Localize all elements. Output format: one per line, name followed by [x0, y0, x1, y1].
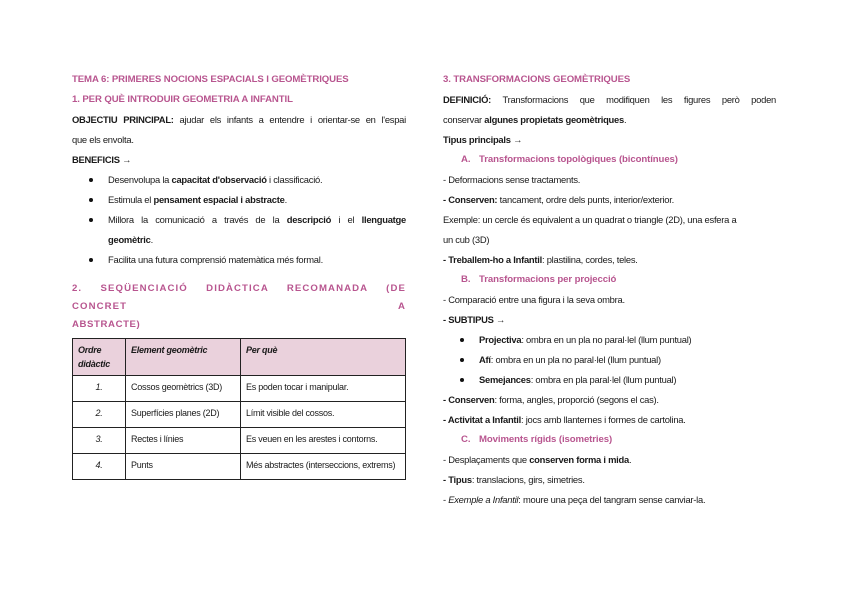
table-row [73, 428, 406, 454]
subtype-item: Afí: ombra en un pla no paral·lel (llum puntual) [443, 350, 776, 370]
table-cell: Cossos geomètrics (3D) [126, 376, 241, 402]
table-row [73, 376, 406, 402]
right-column [443, 70, 776, 510]
table-cell: 4. [73, 454, 126, 480]
table-row [73, 454, 406, 480]
benefit-item: Desenvolupa la capacitat d'observació i classificació. [72, 170, 406, 190]
text-line: - Treballem-ho a Infantil: plastilina, cordes, teles. [443, 254, 638, 265]
text-line: - Conserven: forma, angles, proporció (segons el cas). [443, 394, 659, 405]
table-cell: Rectes i línies [126, 428, 241, 454]
subsection-c-heading: C. Moviments rígids (isometries) [461, 434, 613, 445]
definition-label: DEFINICIÓ: [443, 94, 492, 105]
text-line: - Comparació entre una figura i la seva ombra. [443, 294, 625, 305]
benefit-item: Millora la comunicació a través de la descripció i el llenguatge [72, 210, 406, 230]
subsection-a-heading: A. Transformacions topològiques (bicontínues) [461, 154, 678, 165]
subtype-item: Semejances: ombra en pla paral·lel (llum puntual) [443, 370, 776, 390]
left-column [72, 70, 406, 480]
table-cell: Es veuen en les arestes i contorns. [241, 428, 406, 454]
subsection-b-heading: B. Transformacions per projecció [461, 274, 617, 285]
table-cell: Límit visible del cossos. [241, 402, 406, 428]
table-cell: 1. [73, 376, 126, 402]
objective-text: ajudar els infants a entendre i orientar-se en l'espai [179, 114, 406, 125]
text-line: un cub (3D) [443, 234, 490, 245]
benefits-label: BENEFICIS → [72, 154, 132, 165]
document-title: TEMA 6: PRIMERES NOCIONS ESPACIALS I GEOMÈTRIQUES [72, 74, 349, 85]
table-cell: 2. [73, 402, 126, 428]
text-line: - Conserven: tancament, ordre dels punts, interior/exterior. [443, 194, 674, 205]
section-3-heading: 3. TRANSFORMACIONS GEOMÈTRIQUES [443, 74, 631, 85]
section-2-heading: 2. SEQÜENCIACIÓ DIDÀCTICA RECOMANADA (DE CONCRET A [72, 283, 406, 312]
subtypes-label: - SUBTIPUS → [443, 314, 506, 325]
table-row [73, 402, 406, 428]
column-header: Element geomètric [126, 339, 241, 376]
text-line: - Activitat a Infantil: jocs amb llanternes i formes de cartolina. [443, 414, 686, 425]
text-line: - Tipus: translacions, girs, simetries. [443, 474, 585, 485]
benefit-item: Estimula el pensament espacial i abstracte. [72, 190, 406, 210]
table-cell: 3. [73, 428, 126, 454]
text-line: - Desplaçaments que conserven forma i mida. [443, 454, 632, 465]
objective-label: OBJECTIU PRINCIPAL: [72, 114, 174, 125]
subtype-item: Projectiva: ombra en un pla no paral·lel (llum puntual) [443, 330, 776, 350]
text-line: - Exemple a Infantil: moure una peça del tangram sense canviar-la. [443, 494, 706, 505]
column-header: Per què [241, 339, 406, 376]
table-cell: Es poden tocar i manipular. [241, 376, 406, 402]
section-1-heading: 1. PER QUÈ INTRODUIR GEOMETRIA A INFANTIL [72, 94, 293, 105]
objective-line-2: que els envolta. [72, 134, 134, 145]
benefit-item: Facilita una futura comprensió matemàtica més formal. [72, 250, 406, 270]
types-label: Tipus principals → [443, 134, 523, 145]
table-header-row [73, 339, 406, 376]
section-2-heading-cont: ABSTRACTE) [72, 319, 141, 330]
text-line: Exemple: un cercle és equivalent a un quadrat o triangle (2D), una esfera a [443, 214, 737, 225]
table-cell: Més abstractes (interseccions, extrems) [241, 454, 406, 480]
definition-line: DEFINICIÓ: Transformacions que modifiquen les figures però poden [443, 94, 777, 105]
definition-line-2: conservar algunes propietats geomètriques. [443, 114, 627, 125]
text-line: - Deformacions sense tractaments. [443, 174, 581, 185]
table-cell: Superfícies planes (2D) [126, 402, 241, 428]
column-header: Ordre didàctic [73, 339, 126, 376]
objective-line [72, 110, 406, 130]
didactic-sequence-table [72, 338, 406, 480]
benefit-item-cont: geomètric. [108, 234, 153, 245]
table-cell: Punts [126, 454, 241, 480]
